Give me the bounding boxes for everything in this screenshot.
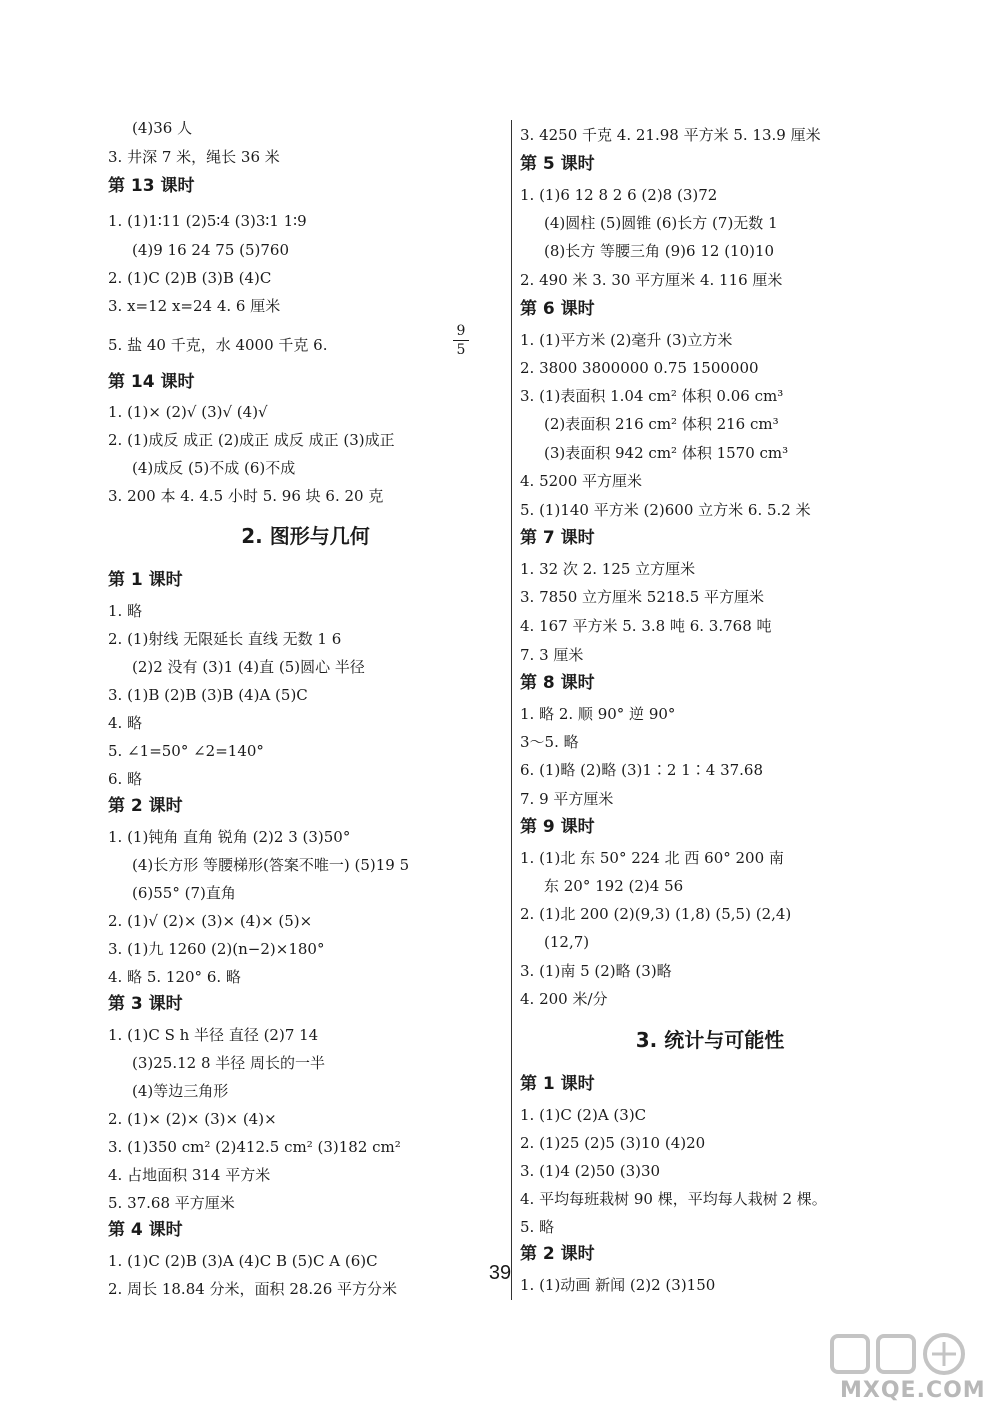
left-section-title: 2. 图形与几何 [241,524,370,548]
fraction-bar [453,340,469,341]
left-answer-line: 2. (1)成反 成正 (2)成正 成反 成正 (3)成正 [108,431,395,449]
left-answer-line: 3. (1)B (2)B (3)B (4)A (5)C [108,686,308,704]
left-answer-line: 2. (1)射线 无限延长 直线 无数 1 6 [108,630,342,648]
left-answer-line: 1. (1)× (2)√ (3)√ (4)√ [108,403,268,421]
fraction-denominator: 5 [456,342,466,358]
right-lesson-heading: 第 9 课时 [520,817,595,837]
right-answer-line: 4. 167 平方米 5. 3.8 吨 6. 3.768 吨 [520,617,772,635]
left-lesson-heading: 第 13 课时 [108,176,195,196]
left-answer-line: (4)长方形 等腰梯形(答案不唯一) (5)19 5 [132,856,410,874]
left-lesson-heading: 第 2 课时 [108,796,183,816]
right-answer-line: 1. (1)C (2)A (3)C [520,1106,647,1124]
right-answer-line: 2. (1)北 200 (2)(9,3) (1,8) (5,5) (2,4) [520,905,792,923]
right-lesson-heading: 第 2 课时 [520,1244,595,1264]
left-answer-line: 4. 略 5. 120° 6. 略 [108,968,241,986]
right-answer-line: 3. 4250 千克 4. 21.98 平方米 5. 13.9 厘米 [520,126,821,144]
right-answer-line: 3. 7850 立方厘米 5218.5 平方厘米 [520,588,765,606]
left-answer-line: 1. 略 [108,602,143,620]
left-answer-line: 5. ∠1=50° ∠2=140° [108,742,264,760]
right-answer-line: 1. (1)北 东 50° 224 北 西 60° 200 南 [520,849,784,867]
right-lesson-heading: 第 5 课时 [520,154,595,174]
left-lesson-heading: 第 4 课时 [108,1220,183,1240]
right-answer-line: 2. 490 米 3. 30 平方厘米 4. 116 厘米 [520,271,783,289]
right-answer-line: 6. (1)略 (2)略 (3)1∶2 1∶4 37.68 [520,761,764,779]
left-answer-line: 2. (1)× (2)× (3)× (4)× [108,1110,277,1128]
left-answer-line: 3. 200 本 4. 4.5 小时 5. 96 块 6. 20 克 [108,487,384,505]
right-answer-line: 1. (1)平方米 (2)毫升 (3)立方米 [520,331,733,349]
left-answer-line: 2. (1)√ (2)× (3)× (4)× (5)× [108,912,313,930]
right-answer-line: 1. (1)动画 新闻 (2)2 (3)150 [520,1276,716,1294]
right-answer-line: (12,7) [544,933,590,951]
right-answer-line: 3. (1)表面积 1.04 cm² 体积 0.06 cm³ [520,387,784,405]
left-answer-line: 2. (1)C (2)B (3)B (4)C [108,269,272,287]
left-answer-line: 1. (1)C (2)B (3)A (4)C B (5)C A (6)C [108,1252,378,1270]
left-lesson-heading: 第 3 课时 [108,994,183,1014]
fraction-numerator: 9 [456,323,466,339]
right-answer-line: 5. 略 [520,1218,555,1236]
right-answer-line: 1. 32 次 2. 125 立方厘米 [520,560,696,578]
right-answer-line: 东 20° 192 (2)4 56 [544,877,684,895]
left-lesson-heading: 第 14 课时 [108,372,195,392]
left-answer-line: 3. x=12 x=24 4. 6 厘米 [108,297,281,315]
left-answer-line: 3. (1)九 1260 (2)(n−2)×180° [108,940,325,958]
right-answer-line: 4. 平均每班栽树 90 棵，平均每人栽树 2 棵。 [520,1190,827,1208]
right-answer-line: (4)圆柱 (5)圆锥 (6)长方 (7)无数 1 [544,214,778,232]
page-number: 39 [488,1262,512,1284]
right-answer-line: 3. (1)南 5 (2)略 (3)略 [520,962,672,980]
right-answer-line: 7. 3 厘米 [520,646,584,664]
right-section-title: 3. 统计与可能性 [635,1028,785,1052]
right-lesson-heading: 第 6 课时 [520,299,595,319]
right-answer-line: (8)长方 等腰三角 (9)6 12 (10)10 [544,242,775,260]
right-answer-line: (3)表面积 942 cm² 体积 1570 cm³ [544,444,789,462]
left-answer-line: (4)成反 (5)不成 (6)不成 [132,459,296,477]
right-answer-line: 2. 3800 3800000 0.75 1500000 [520,359,759,377]
left-answer-line: 4. 占地面积 314 平方米 [108,1166,271,1184]
left-answer-line: (4)9 16 24 75 (5)760 [132,241,290,259]
column-divider [511,120,512,1300]
right-answer-line: 2. (1)25 (2)5 (3)10 (4)20 [520,1134,706,1152]
left-answer-line: 6. 略 [108,770,143,788]
left-answer-line: 3. (1)350 cm² (2)412.5 cm² (3)182 cm² [108,1138,401,1156]
left-answer-line: (2)2 没有 (3)1 (4)直 (5)圆心 半径 [132,658,365,676]
left-answer-line: 1. (1)C S h 半径 直径 (2)7 14 [108,1026,319,1044]
left-answer-line: (6)55° (7)直角 [132,884,236,902]
right-answer-line: 1. (1)6 12 8 2 6 (2)8 (3)72 [520,186,718,204]
right-answer-line: 4. 5200 平方厘米 [520,472,643,490]
right-answer-line: 7. 9 平方厘米 [520,790,614,808]
left-answer-line: 1. (1)钝角 直角 锐角 (2)2 3 (3)50° [108,828,351,846]
watermark-text: MXQE.COM [840,1378,986,1403]
right-answer-line: 3. (1)4 (2)50 (3)30 [520,1162,661,1180]
left-answer-line: 2. 周长 18.84 分米，面积 28.26 平方分米 [108,1280,398,1298]
right-lesson-heading: 第 7 课时 [520,528,595,548]
right-lesson-heading: 第 8 课时 [520,673,595,693]
left-answer-line: 4. 略 [108,714,143,732]
left-answer-line: 1. (1)1∶11 (2)5∶4 (3)3∶1 1∶9 [108,212,307,230]
right-answer-line: 4. 200 米/分 [520,990,608,1008]
left-answer-line: (4)等边三角形 [132,1082,229,1100]
left-answer-line: 5. 盐 40 千克，水 4000 千克 6. [108,336,328,354]
left-answer-line: 5. 37.68 平方厘米 [108,1194,235,1212]
right-lesson-heading: 第 1 课时 [520,1074,595,1094]
left-answer-line: (3)25.12 8 半径 周长的一半 [132,1054,326,1072]
right-answer-line: 1. 略 2. 顺 90° 逆 90° [520,705,676,723]
right-answer-line: (2)表面积 216 cm² 体积 216 cm³ [544,415,779,433]
right-answer-line: 3～5. 略 [520,733,579,751]
left-lesson-heading: 第 1 课时 [108,570,183,590]
left-answer-line: 3. 井深 7 米，绳长 36 米 [108,148,280,166]
right-answer-line: 5. (1)140 平方米 (2)600 立方米 6. 5.2 米 [520,501,811,519]
left-answer-line: (4)36 人 [132,119,193,137]
fraction-nine-fifths [453,323,469,358]
